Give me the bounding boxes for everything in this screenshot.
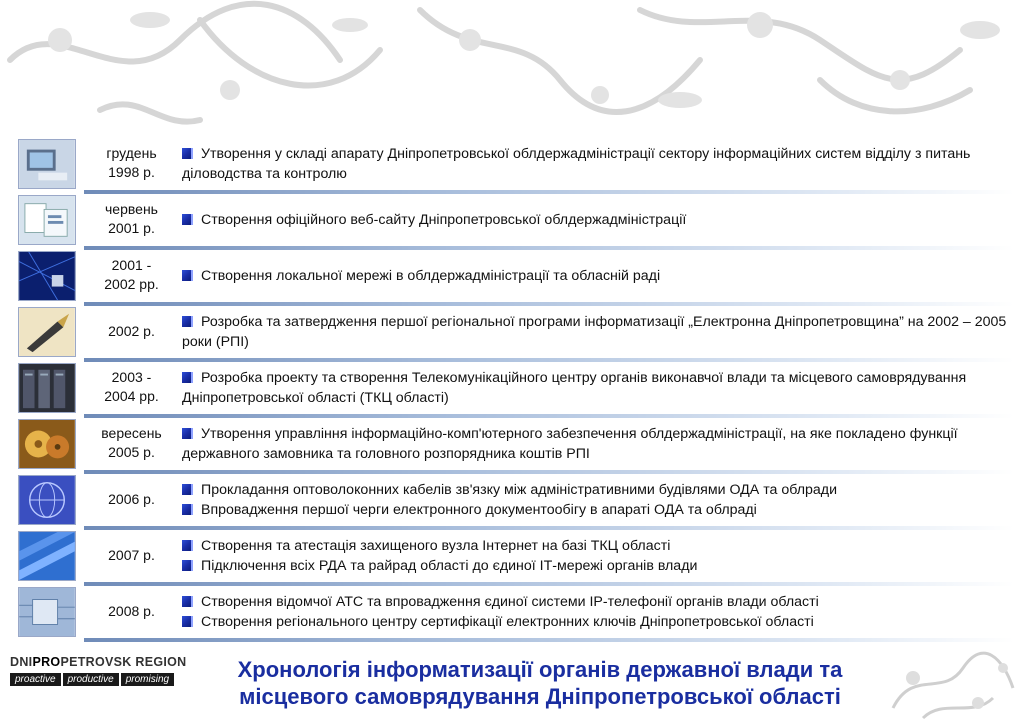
timeline-items (182, 418, 1012, 470)
timeline-row (14, 530, 1014, 586)
timeline-items (182, 306, 1012, 358)
square-bullet-icon (182, 372, 193, 383)
globe-network-photo (18, 475, 76, 525)
timeline-date: 2001 - 2002 рр. (104, 257, 159, 292)
timeline-row (14, 586, 1014, 642)
timeline-date: 2006 р. (108, 490, 155, 507)
square-bullet-icon (182, 270, 193, 281)
square-bullet-icon (182, 428, 193, 439)
divider (84, 638, 1014, 642)
timeline-item: Розробка та затвердження першої регіональної програми інформатизації „Електронна Дніпропетровщина” на 2002 – 2005 роки (РПІ) (182, 314, 1007, 350)
timeline-item: Створення та атестація захищеного вузла Інтернет на базі ТКЦ області (182, 536, 1012, 556)
timeline-items (182, 474, 1012, 526)
timeline-item: Впровадження першої черги електронного документообігу в апараті ОДА та облраді (182, 500, 1012, 520)
timeline-item: Створення відомчої АТС та впровадження єдиної системи ІР-телефонії органів влади області (182, 592, 1012, 612)
circuit-board-photo (18, 587, 76, 637)
square-bullet-icon (182, 596, 193, 607)
timeline-items (182, 250, 1012, 302)
corner-ornament (883, 648, 1023, 721)
timeline-item: Створення локальної мережі в облдержадміністрації та обласній раді (182, 266, 1012, 286)
timeline-row (14, 474, 1014, 530)
timeline-item: Утворення управління інформаційно-комп'ютерного забезпечення облдержадміністрації, на яке покладено функції державного замовника та головного розпорядника коштів РПІ (182, 426, 958, 462)
logo-title: DNIPROPETROVSK REGION (10, 655, 187, 669)
timeline-item: Утворення у складі апарату Дніпропетровської облдержадміністрації сектору інформаційних систем відділу з питань діловодства та контролю (182, 146, 971, 182)
timeline-item: Розробка проекту та створення Телекомунікаційного центру органів виконавчої влади та місцевого самоврядування Дніпропетровської області (ТКЦ області) (182, 370, 967, 406)
region-logo (10, 655, 190, 686)
slide-title: Хронологія інформатизації органів державної влади та місцевого самоврядування Дніпропетровської області (237, 657, 843, 709)
logo-tags (10, 673, 190, 686)
logo-tag: proactive (10, 673, 61, 686)
timeline-item: Створення регіонального центру сертифікації електронних ключів Дніпропетровської області (182, 612, 1012, 632)
timeline-item: Підключення всіх РДА та райрад області до єдиної ІТ-мережі органів влади (182, 556, 1012, 576)
timeline-items (182, 586, 1012, 638)
timeline-date: 2008 р. (108, 602, 155, 619)
timeline-item: Створення офіційного веб-сайту Дніпропетровської облдержадміністрації (182, 210, 1012, 230)
square-bullet-icon (182, 560, 193, 571)
timeline-item: Прокладання оптоволоконних кабелів зв'язку між адміністративними будівлями ОДА та облради (182, 480, 1012, 500)
computer-work-photo (18, 139, 76, 189)
timeline-date: 2002 р. (108, 322, 155, 339)
logo-tag: promising (121, 673, 174, 686)
fountain-pen-photo (18, 307, 76, 357)
timeline-items (182, 194, 1012, 246)
square-bullet-icon (182, 540, 193, 551)
square-bullet-icon (182, 316, 193, 327)
timeline-row (14, 418, 1014, 474)
timeline-row (14, 194, 1014, 250)
blue-abstract-photo (18, 531, 76, 581)
web-documents-photo (18, 195, 76, 245)
timeline-date: 2003 - 2004 рр. (104, 369, 159, 404)
disc-stack-photo (18, 419, 76, 469)
network-chip-photo (18, 251, 76, 301)
logo-tag: productive (63, 673, 119, 686)
timeline-date: вересень 2005 р. (101, 425, 162, 460)
timeline-items (182, 362, 1012, 414)
server-room-photo (18, 363, 76, 413)
timeline-row (14, 306, 1014, 362)
square-bullet-icon (182, 484, 193, 495)
square-bullet-icon (182, 148, 193, 159)
timeline-date: 2007 р. (108, 546, 155, 563)
timeline-items (182, 138, 1012, 190)
square-bullet-icon (182, 214, 193, 225)
timeline-row (14, 138, 1014, 194)
timeline-items (182, 530, 1012, 582)
timeline-row (14, 362, 1014, 418)
square-bullet-icon (182, 504, 193, 515)
square-bullet-icon (182, 616, 193, 627)
timeline-date: грудень 1998 р. (106, 145, 157, 180)
timeline-date: червень 2001 р. (105, 201, 158, 236)
timeline-row (14, 250, 1014, 306)
floral-ornament (0, 0, 1023, 140)
